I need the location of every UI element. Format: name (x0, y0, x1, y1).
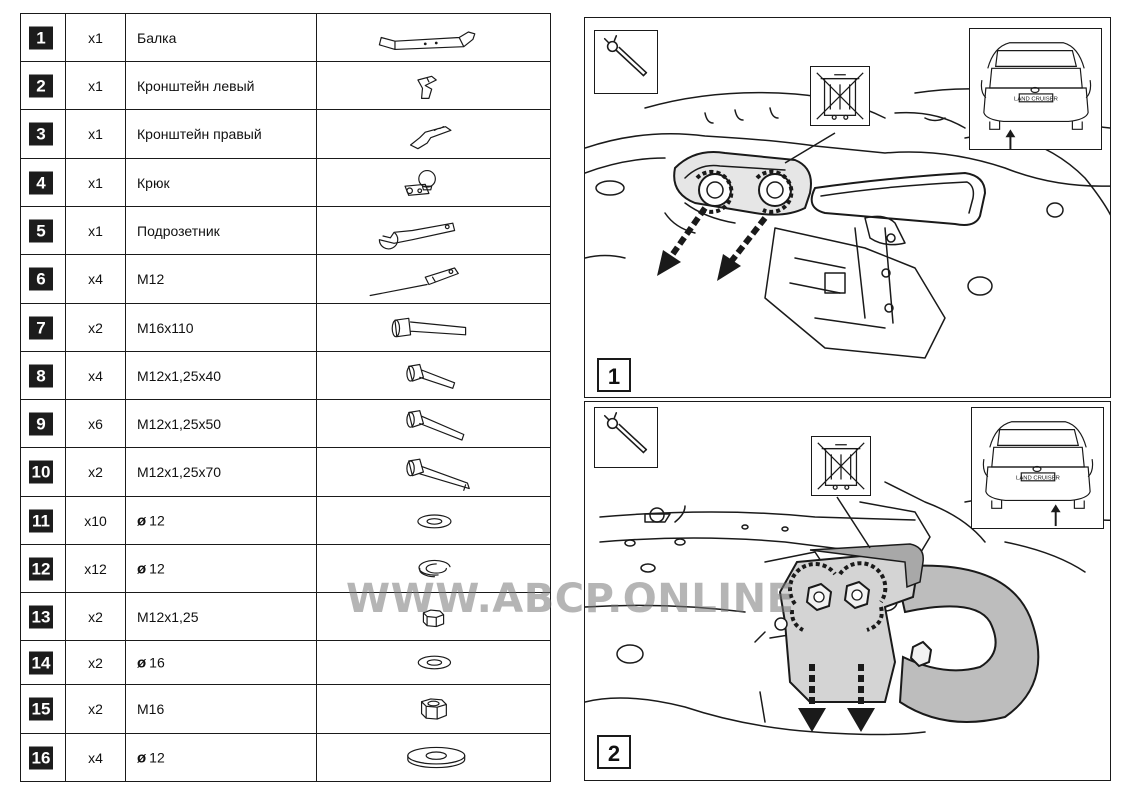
part-name-wrap (137, 512, 165, 529)
car-plate-text: LAND CRUISER (1014, 96, 1058, 103)
socket-holder-part-icon (317, 207, 550, 254)
part-image-cell (317, 159, 550, 206)
part-image-cell (317, 685, 550, 733)
part-number-badge: 1 (29, 26, 53, 49)
parts-table (20, 13, 551, 782)
bolt-part-icon (317, 304, 550, 351)
part-quantity-cell (66, 255, 126, 303)
part-number-badge: 11 (29, 509, 53, 532)
part-number-badge: 7 (29, 316, 53, 339)
part-quantity: x2 (88, 654, 103, 671)
part-name: M16 (137, 701, 165, 717)
up-arrow-icon (1006, 129, 1016, 149)
part-number-cell (21, 685, 66, 733)
cage-nut-part-icon (317, 255, 550, 303)
part-quantity: x1 (88, 174, 103, 191)
up-arrow-icon (1051, 504, 1061, 526)
nut-part-icon (317, 685, 550, 733)
diameter-symbol: ø (137, 560, 147, 577)
part-name: 12 (149, 560, 165, 576)
part-row (21, 207, 550, 255)
tow-hook-part-icon (317, 159, 550, 206)
part-name-cell (126, 641, 317, 684)
bolt-part-icon (317, 400, 550, 447)
part-row (21, 110, 550, 159)
part-name: 12 (149, 749, 165, 765)
part-name-wrap (137, 78, 254, 94)
part-row (21, 685, 550, 734)
bolt-part-icon (317, 352, 550, 399)
part-image-cell (317, 497, 550, 544)
part-image-cell (317, 304, 550, 351)
part-name-wrap (137, 609, 198, 625)
diameter-symbol: ø (137, 749, 147, 766)
part-image-cell (317, 14, 550, 61)
part-name: M16x110 (137, 319, 194, 336)
tool-inset (594, 30, 658, 94)
part-name-cell (126, 207, 317, 254)
left-bracket-part-icon (317, 62, 550, 109)
part-name-cell (126, 734, 317, 781)
part-number-badge: 16 (29, 746, 53, 769)
large-washer-part-icon (317, 734, 550, 781)
part-number-cell (21, 641, 66, 684)
car-location-inset-2 (971, 407, 1104, 529)
part-number-badge: 13 (29, 605, 53, 628)
part-name-wrap (137, 464, 221, 480)
diameter-symbol: ø (137, 654, 147, 671)
part-name-cell (126, 352, 317, 399)
part-quantity: x12 (84, 560, 107, 577)
part-name-wrap (137, 126, 262, 142)
part-name-cell (126, 159, 317, 206)
car-plate-text-2: LAND CRUISER (1016, 475, 1060, 482)
part-name: M12x1,25x40 (137, 367, 222, 384)
part-quantity-cell (66, 159, 126, 206)
part-number-cell (21, 448, 66, 496)
part-name: M12x1,25x70 (137, 464, 222, 480)
part-quantity-cell (66, 352, 126, 399)
part-quantity-cell (66, 304, 126, 351)
part-quantity-cell (66, 734, 126, 781)
part-image-cell (317, 400, 550, 447)
ratchet-wrench-icon (595, 408, 657, 467)
part-row (21, 448, 550, 497)
part-quantity: x10 (84, 512, 107, 529)
part-name-cell (126, 593, 317, 640)
part-name-cell (126, 448, 317, 496)
part-quantity: x6 (88, 415, 103, 432)
part-number-cell (21, 545, 66, 592)
part-row (21, 304, 550, 352)
part-quantity: x1 (88, 77, 103, 94)
part-name-cell (126, 255, 317, 303)
part-quantity-cell (66, 497, 126, 544)
part-name: Крюк (137, 174, 170, 191)
car-rear-icon (972, 408, 1103, 528)
part-number-badge: 3 (29, 123, 53, 146)
part-number-badge: 5 (29, 219, 53, 242)
part-image-cell (317, 255, 550, 303)
part-quantity-cell (66, 110, 126, 158)
part-name-wrap (137, 749, 165, 766)
part-quantity: x2 (88, 464, 103, 480)
part-number-cell (21, 14, 66, 61)
part-name-wrap (137, 701, 164, 717)
part-number-badge: 10 (29, 461, 53, 484)
part-name: M12 (137, 271, 165, 287)
part-name-wrap (137, 560, 165, 577)
flat-washer-part-icon (317, 641, 550, 684)
part-number-cell (21, 304, 66, 351)
part-number-cell (21, 62, 66, 109)
part-number-cell (21, 400, 66, 447)
part-quantity-cell (66, 14, 126, 61)
car-rear-icon (970, 29, 1101, 149)
right-bracket-part-icon (317, 110, 550, 158)
part-name-wrap (137, 223, 220, 239)
part-quantity: x2 (88, 701, 103, 717)
remove-part-icon-2 (811, 436, 871, 496)
ratchet-wrench-icon (595, 31, 657, 93)
part-number-badge: 2 (29, 74, 53, 97)
part-quantity-cell (66, 400, 126, 447)
part-number-cell (21, 593, 66, 640)
flat-washer-part-icon (317, 497, 550, 544)
part-quantity: x4 (88, 271, 103, 287)
part-quantity-cell (66, 641, 126, 684)
part-image-cell (317, 110, 550, 158)
part-quantity-cell (66, 207, 126, 254)
part-number-badge: 4 (29, 171, 53, 194)
part-name: M12x1,25x50 (137, 415, 222, 432)
part-name-cell (126, 497, 317, 544)
part-name: Кронштейн правый (137, 126, 262, 142)
part-name: Кронштейн левый (137, 77, 255, 94)
install-step-1-panel (584, 17, 1111, 398)
part-number-badge: 8 (29, 364, 53, 387)
part-image-cell (317, 352, 550, 399)
part-name-wrap (137, 30, 176, 46)
part-number-cell (21, 159, 66, 206)
crossed-out-bin-icon (811, 67, 869, 125)
part-name-cell (126, 14, 317, 61)
part-name-wrap (137, 320, 194, 336)
beam-part-icon (317, 14, 550, 61)
bolt-part-icon (317, 448, 550, 496)
part-number-badge: 9 (29, 412, 53, 435)
part-number-cell (21, 207, 66, 254)
part-name-cell (126, 62, 317, 109)
part-quantity: x1 (88, 222, 103, 239)
part-number-cell (21, 110, 66, 158)
part-name: 12 (149, 512, 165, 528)
part-quantity: x4 (88, 367, 103, 384)
part-name: Балка (137, 29, 177, 46)
part-quantity: x1 (88, 29, 103, 46)
part-number-badge: 14 (29, 651, 53, 674)
part-name: 16 (149, 654, 165, 670)
part-number-cell (21, 352, 66, 399)
diameter-symbol: ø (137, 512, 147, 529)
part-name: Подрозетник (137, 222, 220, 239)
part-image-cell (317, 207, 550, 254)
part-name-wrap (137, 654, 165, 671)
watermark: WWW.ABCP.ONLINE (346, 576, 795, 622)
part-row (21, 352, 550, 400)
part-quantity: x2 (88, 608, 103, 625)
part-row (21, 159, 550, 207)
part-number-badge: 15 (29, 698, 53, 721)
part-quantity-cell (66, 62, 126, 109)
car-location-inset (969, 28, 1102, 150)
part-name-wrap (137, 271, 164, 287)
part-row (21, 400, 550, 448)
part-image-cell (317, 734, 550, 781)
part-row (21, 62, 550, 110)
part-row (21, 255, 550, 304)
part-quantity: x2 (88, 319, 103, 336)
part-name-wrap (137, 368, 221, 384)
part-name: M12x1,25 (137, 608, 199, 625)
part-name-cell (126, 110, 317, 158)
part-number-cell (21, 734, 66, 781)
part-quantity-cell (66, 593, 126, 640)
crossed-out-bin-icon (812, 437, 870, 495)
part-image-cell (317, 641, 550, 684)
part-row (21, 497, 550, 545)
part-name-wrap (137, 416, 221, 432)
part-quantity-cell (66, 448, 126, 496)
part-row (21, 641, 550, 685)
part-name-cell (126, 545, 317, 592)
part-number-cell (21, 255, 66, 303)
part-quantity-cell (66, 685, 126, 733)
part-row (21, 734, 550, 781)
part-quantity: x1 (88, 126, 103, 142)
part-row (21, 14, 550, 62)
part-quantity-cell (66, 545, 126, 592)
part-number-cell (21, 497, 66, 544)
part-quantity: x4 (88, 749, 103, 766)
bracket-plate-shape (780, 552, 918, 702)
part-number-badge: 12 (29, 557, 53, 580)
part-name-wrap (137, 175, 170, 191)
part-number-badge: 6 (29, 268, 53, 291)
step-1-label: 1 (597, 358, 631, 392)
step-2-label: 2 (597, 735, 631, 769)
remove-part-icon (810, 66, 870, 126)
part-name-cell (126, 400, 317, 447)
part-image-cell (317, 448, 550, 496)
part-name-cell (126, 304, 317, 351)
part-image-cell (317, 62, 550, 109)
tool-inset-2 (594, 407, 658, 468)
part-name-cell (126, 685, 317, 733)
tow-hook-shape (895, 566, 1038, 722)
